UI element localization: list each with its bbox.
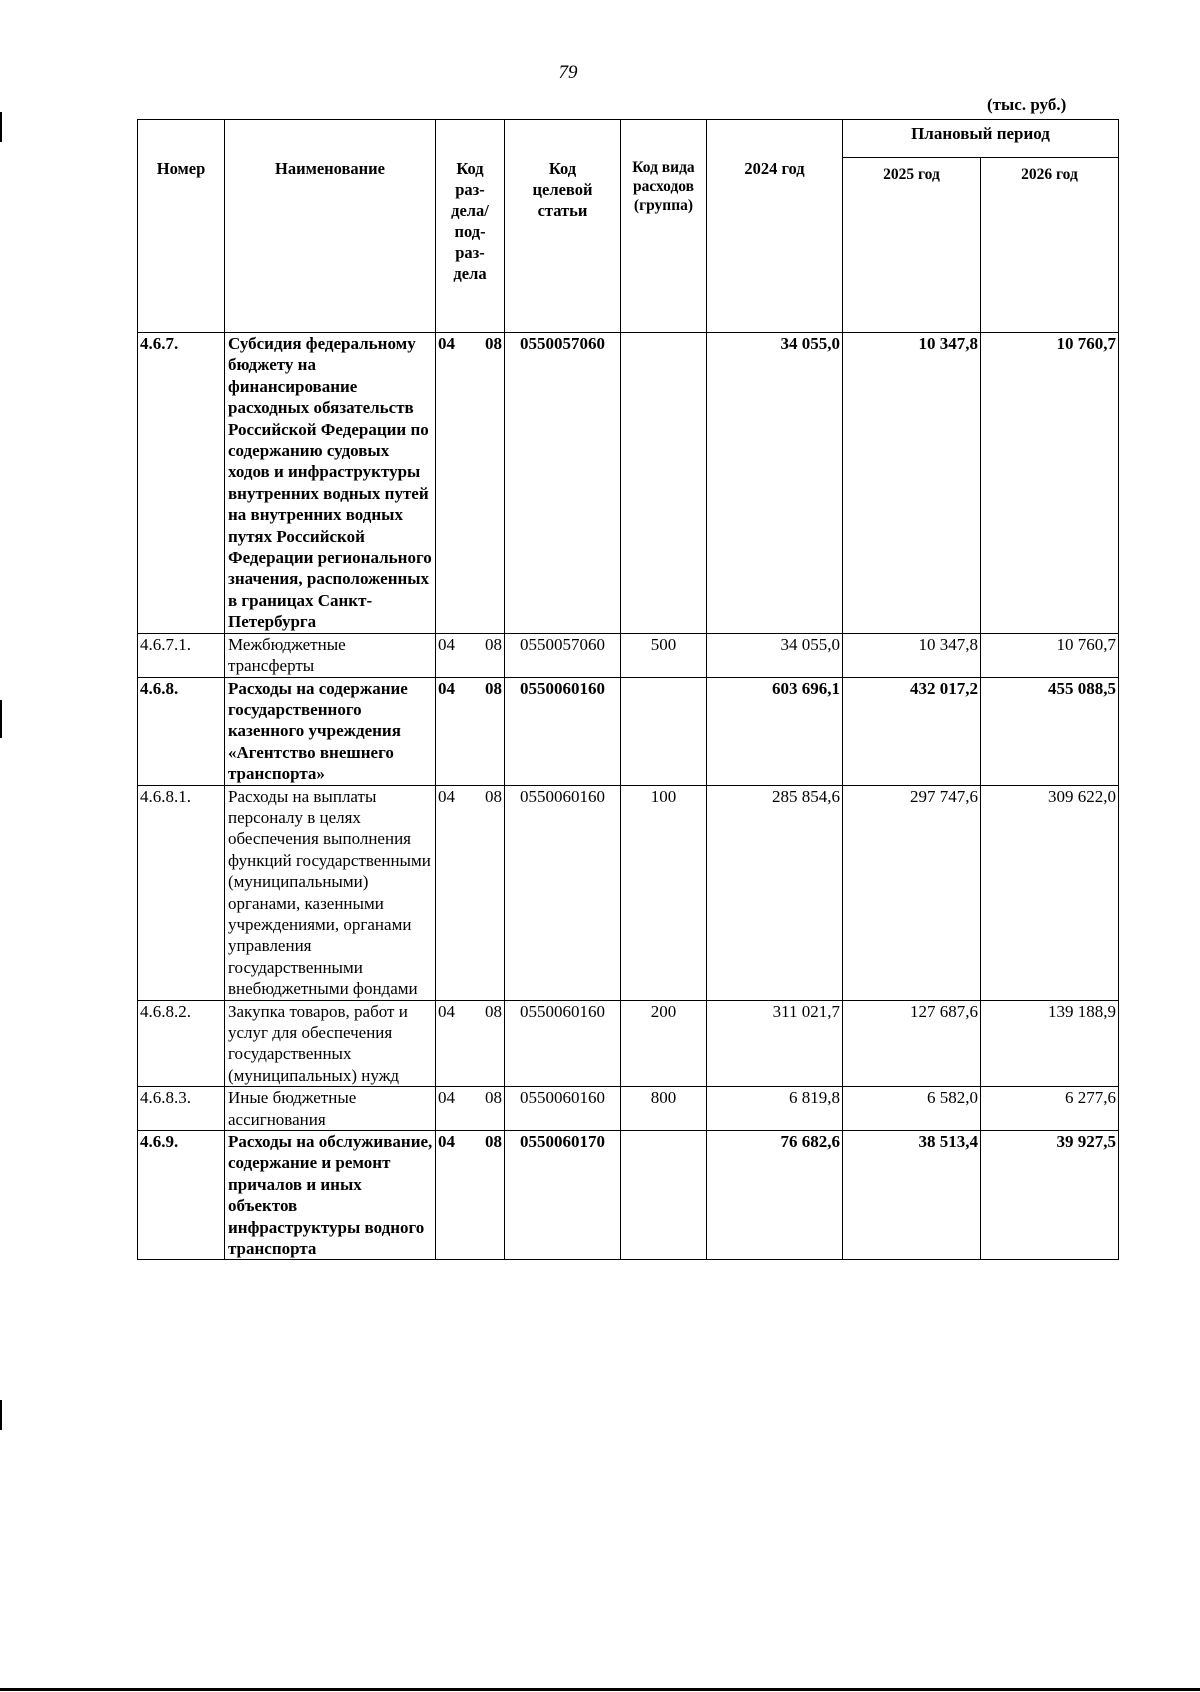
row-section-code <box>436 1000 505 1087</box>
row-number: 4.6.8.2. <box>138 1000 225 1087</box>
row-number: 4.6.8.1. <box>138 785 225 1000</box>
table-row <box>138 633 1119 677</box>
row-2024: 285 854,6 <box>707 785 843 1000</box>
row-subsection: 08 <box>485 678 502 698</box>
row-section: 04 <box>438 786 455 806</box>
row-subsection: 08 <box>485 1132 502 1152</box>
row-target-code: 0550060160 <box>505 677 621 785</box>
row-section-code <box>436 633 505 677</box>
header-row <box>138 120 1119 158</box>
row-number: 4.6.7.1. <box>138 633 225 677</box>
scan-edge-mark <box>0 700 2 738</box>
row-target-code: 0550060170 <box>505 1131 621 1260</box>
table-row <box>138 333 1119 634</box>
row-section-code <box>436 333 505 634</box>
row-name: Расходы на содержание государственного казенного учреждения «Агентство внешнего транспорта» <box>225 677 436 785</box>
row-name: Расходы на обслуживание, содержание и ремонт причалов и иных объектов инфраструктуры водного транспорта <box>225 1131 436 1260</box>
row-expense-type <box>621 333 707 634</box>
row-number: 4.6.8.3. <box>138 1087 225 1131</box>
row-2025: 10 347,8 <box>843 333 981 634</box>
row-2024: 76 682,6 <box>707 1131 843 1260</box>
row-subsection: 08 <box>485 334 502 353</box>
row-subsection: 08 <box>485 786 502 806</box>
row-target-code: 0550060160 <box>505 785 621 1000</box>
header-number: Номер <box>138 120 225 333</box>
row-target-code: 0550060160 <box>505 1087 621 1131</box>
row-section: 04 <box>438 1001 455 1021</box>
table-row <box>138 1131 1119 1260</box>
header-expense-type <box>621 120 707 333</box>
header-expense-type-text: Код вида расходов (группа) <box>632 159 695 214</box>
row-target-code: 0550057060 <box>505 633 621 677</box>
header-target-code <box>505 120 621 333</box>
row-2024: 603 696,1 <box>707 677 843 785</box>
row-name: Закупка товаров, работ и услуг для обеспечения государственных (муниципальных) нужд <box>225 1000 436 1087</box>
row-name: Субсидия федеральному бюджету на финансирование расходных обязательств Российской Федерации по содержанию судовых ходов и инфраструктуры внутренних водных путей на внутренних водных путях Российской Федерации регионального значения, расположенных в границах Санкт-Петербурга <box>225 333 436 634</box>
row-number: 4.6.7. <box>138 333 225 634</box>
scan-bottom-rule <box>0 1688 1200 1691</box>
row-expense-type: 800 <box>621 1087 707 1131</box>
table-row <box>138 1087 1119 1131</box>
row-section: 04 <box>438 678 455 698</box>
row-target-code: 0550057060 <box>505 333 621 634</box>
scan-edge-mark <box>0 1400 2 1430</box>
header-2026: 2026 год <box>981 158 1119 333</box>
row-name: Расходы на выплаты персоналу в целях обеспечения выполнения функций государственными (муниципальными) органами, казенными учреждениями, органами управления государственными внебюджетными фондами <box>225 785 436 1000</box>
header-section-code <box>436 120 505 333</box>
row-section-code <box>436 1087 505 1131</box>
header-plan-period: Плановый период <box>843 120 1119 158</box>
row-2024: 6 819,8 <box>707 1087 843 1131</box>
row-expense-type: 100 <box>621 785 707 1000</box>
row-expense-type: 500 <box>621 633 707 677</box>
row-2025: 432 017,2 <box>843 677 981 785</box>
row-number: 4.6.9. <box>138 1131 225 1260</box>
scan-edge-mark <box>0 112 2 142</box>
row-number: 4.6.8. <box>138 677 225 785</box>
units-label: (тыс. руб.) <box>987 95 1067 114</box>
table-row <box>138 1000 1119 1087</box>
header-section-code-text: Код раз-дела/ под-раз-дела <box>451 159 489 283</box>
header-name: Наименование <box>225 120 436 333</box>
row-2026: 10 760,7 <box>981 333 1119 634</box>
row-2026: 455 088,5 <box>981 677 1119 785</box>
row-subsection: 08 <box>485 634 502 654</box>
row-2025: 6 582,0 <box>843 1087 981 1131</box>
header-2024: 2024 год <box>707 120 843 333</box>
row-2025: 297 747,6 <box>843 785 981 1000</box>
row-subsection: 08 <box>485 1088 502 1108</box>
row-subsection: 08 <box>485 1001 502 1021</box>
header-2025: 2025 год <box>843 158 981 333</box>
row-2026: 309 622,0 <box>981 785 1119 1000</box>
header-target-code-text: Код целевой статьи <box>532 159 593 220</box>
row-name: Межбюджетные трансферты <box>225 633 436 677</box>
row-2025: 38 513,4 <box>843 1131 981 1260</box>
row-2025: 127 687,6 <box>843 1000 981 1087</box>
row-section: 04 <box>438 634 455 654</box>
row-section: 04 <box>438 334 455 353</box>
row-2024: 34 055,0 <box>707 333 843 634</box>
table-row <box>138 785 1119 1000</box>
row-2024: 311 021,7 <box>707 1000 843 1087</box>
row-section: 04 <box>438 1088 455 1108</box>
row-section-code <box>436 785 505 1000</box>
row-section-code <box>436 677 505 785</box>
row-2026: 10 760,7 <box>981 633 1119 677</box>
budget-table <box>137 119 1119 1260</box>
row-expense-type: 200 <box>621 1000 707 1087</box>
row-expense-type <box>621 1131 707 1260</box>
row-2026: 6 277,6 <box>981 1087 1119 1131</box>
row-section-code <box>436 1131 505 1260</box>
row-2026: 39 927,5 <box>981 1131 1119 1260</box>
page-number: 79 <box>558 62 578 83</box>
row-target-code: 0550060160 <box>505 1000 621 1087</box>
row-name: Иные бюджетные ассигнования <box>225 1087 436 1131</box>
table-row <box>138 677 1119 785</box>
row-2024: 34 055,0 <box>707 633 843 677</box>
row-2025: 10 347,8 <box>843 633 981 677</box>
row-expense-type <box>621 677 707 785</box>
row-2026: 139 188,9 <box>981 1000 1119 1087</box>
row-section: 04 <box>438 1132 455 1152</box>
